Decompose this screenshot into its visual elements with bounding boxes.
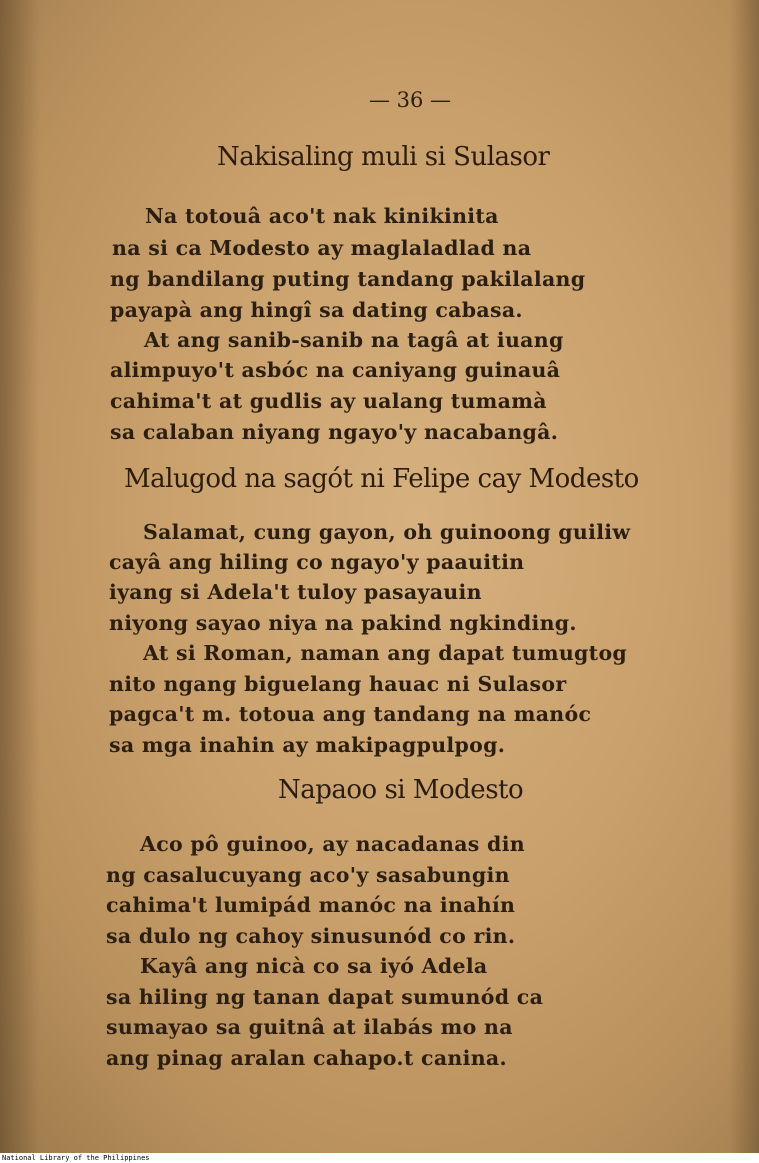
verse-line: cayâ ang hiling co ngayo'y paauitin bbox=[109, 550, 525, 574]
verse-line: nito ngang biguelang hauac ni Sulasor bbox=[109, 672, 567, 696]
section-heading: Malugod na sagót ni Felipe cay Modesto bbox=[124, 464, 639, 494]
verse-line: At si Roman, naman ang dapat tumugtog bbox=[143, 641, 628, 665]
library-credit: National Library of the Philippines bbox=[2, 1154, 150, 1162]
verse-line: At ang sanib-sanib na tagâ at iuang bbox=[144, 328, 564, 352]
page-number: — 36 — bbox=[368, 88, 452, 112]
verse-line: ng casalucuyang aco'y sasabungin bbox=[106, 863, 510, 887]
verse-line: iyang si Adela't tuloy pasayauin bbox=[109, 580, 482, 604]
section-heading: Napaoo si Modesto bbox=[278, 775, 524, 805]
verse-line: na si ca Modesto ay maglaladlad na bbox=[112, 236, 532, 260]
verse-line: niyong sayao niya na pakind ngkinding. bbox=[109, 611, 577, 635]
verse-line: cahima't at gudlis ay ualang tumamà bbox=[110, 389, 547, 413]
verse-line: sa mga inahin ay makipagpulpog. bbox=[109, 733, 506, 757]
verse-line: Aco pô guinoo, ay nacadanas din bbox=[140, 832, 525, 856]
verse-line: sa hiling ng tanan dapat sumunód ca bbox=[106, 985, 544, 1009]
verse-line: Kayâ ang nicà co sa iyó Adela bbox=[140, 954, 488, 978]
verse-line: sa dulo ng cahoy sinusunód co rin. bbox=[106, 924, 516, 948]
verse-line: pagca't m. totoua ang tandang na manóc bbox=[109, 702, 592, 726]
verse-line: sumayao sa guitnâ at ilabás mo na bbox=[106, 1015, 513, 1039]
verse-line: Na totouâ aco't nak kinikinita bbox=[145, 204, 499, 228]
verse-line: sa calaban niyang ngayo'y nacabangâ. bbox=[110, 420, 559, 444]
section-heading: Nakisaling muli si Sulasor bbox=[217, 142, 550, 172]
verse-line: ng bandilang puting tandang pakilalang bbox=[110, 267, 586, 291]
verse-line: cahima't lumipád manóc na inahín bbox=[106, 893, 516, 917]
verse-line: payapà ang hingî sa dating cabasa. bbox=[110, 298, 523, 322]
verse-line: alimpuyo't asbóc na caniyang guinauâ bbox=[110, 358, 561, 382]
verse-line: Salamat, cung gayon, oh guinoong guiliw bbox=[143, 520, 631, 544]
verse-line: ang pinag aralan cahapo.t canina. bbox=[106, 1046, 507, 1070]
